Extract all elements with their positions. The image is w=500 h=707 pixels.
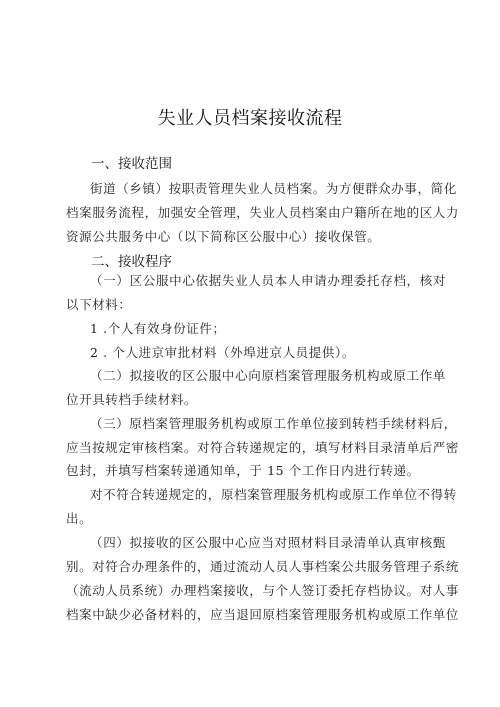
paragraph-line: 别。对符合办理条件的，通过流动人员人事档案公共服务管理子系统: [66, 559, 460, 574]
paragraph-line: （流动人员系统）办理档案接收，与个人签订委托存档协议。对人事: [66, 583, 460, 598]
page-title: 失业人员档案接收流程: [157, 108, 343, 129]
paragraph-line: （三）原档案管理服务机构或原工作单位接到转档手续材料后，: [90, 416, 457, 431]
paragraph-line: 对不符合转递规定的，原档案管理服务机构或原工作单位不得转: [90, 487, 457, 502]
paragraph-line: 街道（乡镇）按职责管理失业人员档案。为方便群众办事，简化: [90, 181, 457, 196]
paragraph-line: 包封，并填写档案转递通知单，于 15 个工作日内进行转递。: [66, 463, 420, 478]
paragraph-line: （四）拟接收的区公服中心应当对照材料目录清单认真审核甄: [90, 535, 446, 550]
list-item: 1 .个人有效身份证件；: [90, 321, 226, 336]
list-item: 2 . 个人进京审批材料（外埠进京人员提供）。: [90, 345, 355, 360]
section-heading-procedure: 二、接收程序: [91, 254, 172, 270]
paragraph-line: （一）区公服中心依据失业人员本人申请办理委托存档，核对: [90, 273, 446, 288]
paragraph-line: （二）拟接收的区公服中心向原档案管理服务机构或原工作单: [90, 368, 446, 383]
paragraph-line: 资源公共服务中心（以下简称区公服中心）接收保管。: [66, 229, 381, 244]
paragraph-line: 档案中缺少必备材料的，应当退回原档案管理服务机构或原工作单位: [66, 607, 460, 622]
paragraph-line: 以下材料：: [66, 297, 132, 312]
paragraph-line: 出。: [66, 511, 93, 526]
section-heading-scope: 一、接收范围: [91, 156, 172, 172]
paragraph-line: 应当按规定审核档案。对符合转递规定的，填写材料目录清单后严密: [66, 440, 460, 455]
paragraph-line: 位开具转档手续材料。: [66, 392, 198, 407]
paragraph-line: 档案服务流程，加强安全管理，失业人员档案由户籍所在地的区人力: [66, 205, 460, 220]
